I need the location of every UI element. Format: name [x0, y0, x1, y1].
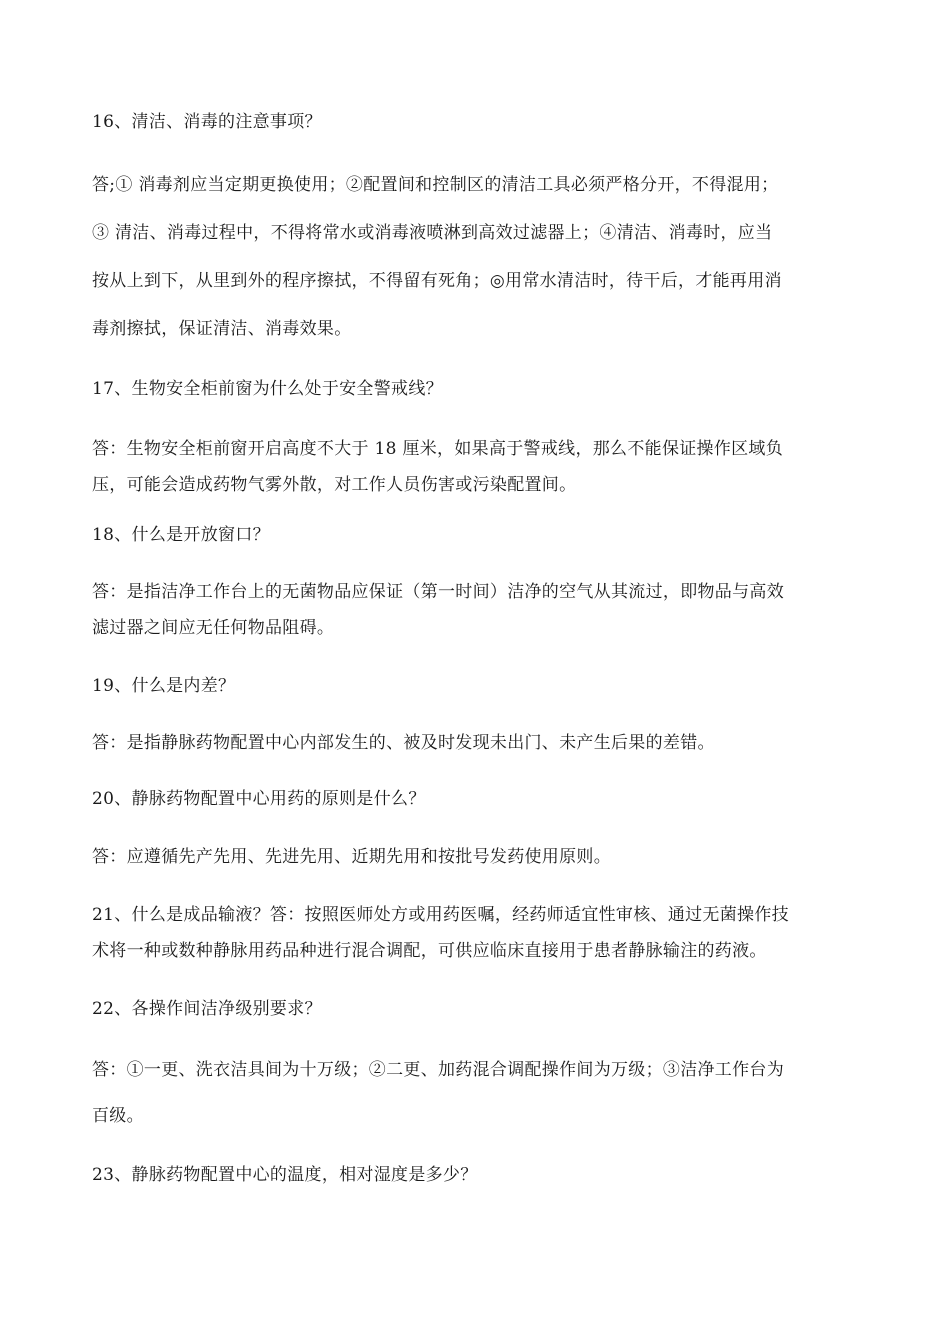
question-17: 17、生物安全柜前窗为什么处于安全警戒线？	[92, 379, 443, 399]
question-20: 20、静脉药物配置中心用药的原则是什么？	[92, 789, 426, 809]
answer-18-line-1: 答：是指洁净工作台上的无菌物品应保证（第一时间）洁净的空气从其流过，即物品与高效	[92, 582, 784, 602]
answer-16-line-4: 毒剂擦拭，保证清洁、消毒效果。	[92, 319, 352, 339]
question-16: 16、清洁、消毒的注意事项？	[92, 112, 322, 132]
answer-16-line-1: 答;① 消毒剂应当定期更换使用；②配置间和控制区的清洁工具必须严格分开，不得混用；	[92, 175, 779, 195]
answer-20: 答：应遵循先产先用、先进先用、近期先用和按批号发药使用原则。	[92, 847, 611, 867]
answer-17-line-2: 压，可能会造成药物气雾外散，对工作人员伤害或污染配置间。	[92, 475, 577, 495]
question-22: 22、各操作间洁净级别要求？	[92, 999, 322, 1019]
answer-22-line-2: 百级。	[92, 1106, 144, 1126]
answer-16-line-3: 按从上到下，从里到外的程序擦拭，不得留有死角；◎用常水清洁时，待干后，才能再用消	[92, 271, 782, 291]
question-19: 19、什么是内差？	[92, 676, 236, 696]
question-18: 18、什么是开放窗口？	[92, 525, 270, 545]
answer-16-line-2: ③ 清洁、消毒过程中，不得将常水或消毒液喷淋到高效过滤器上；④清洁、消毒时，应当	[92, 223, 773, 243]
question-23: 23、静脉药物配置中心的温度，相对湿度是多少？	[92, 1165, 478, 1185]
question-21-line-1: 21、什么是成品输液？答：按照医师处方或用药医嘱，经药师适宜性审核、通过无菌操作技	[92, 905, 789, 925]
answer-17-line-1: 答：生物安全柜前窗开启高度不大于 18 厘米，如果高于警戒线，那么不能保证操作区域负	[92, 439, 784, 459]
question-21-line-2: 术将一种或数种静脉用药品种进行混合调配，可供应临床直接用于患者静脉输注的药液。	[92, 941, 767, 961]
answer-22-line-1: 答：①一更、洗衣洁具间为十万级；②二更、加药混合调配操作间为万级；③洁净工作台为	[92, 1060, 784, 1080]
answer-19: 答：是指静脉药物配置中心内部发生的、被及时发现未出门、未产生后果的差错。	[92, 733, 715, 753]
answer-18-line-2: 滤过器之间应无任何物品阻碍。	[92, 618, 335, 638]
